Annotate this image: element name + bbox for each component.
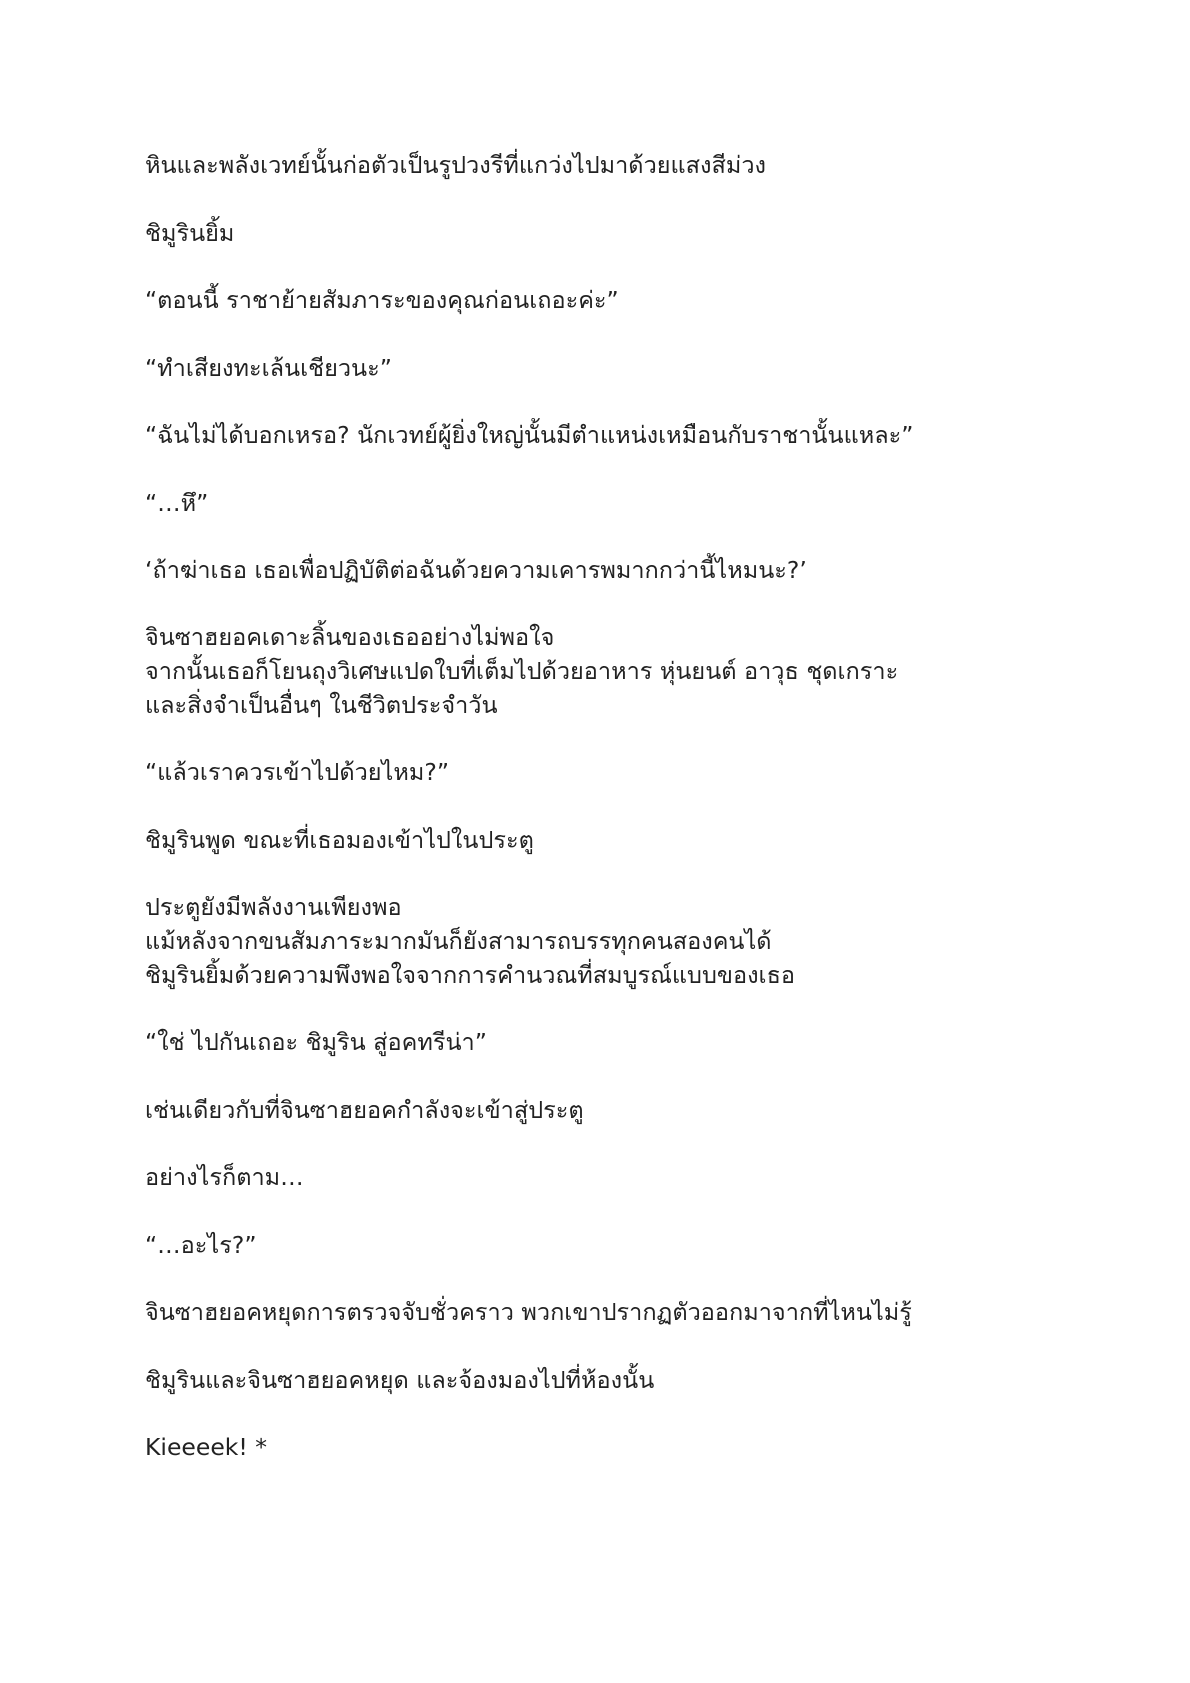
paragraph <box>145 1430 1105 1464</box>
paragraph <box>145 351 1105 385</box>
text-line: “…หึ” <box>145 489 209 517</box>
text-line: ชิมูรินยิ้มด้วยความพึงพอใจจากการคำนวณที่สมบูรณ์แบบของเธอ <box>145 961 796 989</box>
text-line: ชิมูรินและจินซาฮยอคหยุด และจ้องมองไปที่ห้องนั้น <box>145 1366 655 1394</box>
paragraph <box>145 1228 1105 1262</box>
text-line: ชิมูรินยิ้ม <box>145 219 235 247</box>
paragraph <box>145 486 1105 520</box>
paragraph <box>145 823 1105 857</box>
text-line: “…อะไร?” <box>145 1231 257 1259</box>
text-line: เช่นเดียวกับที่จินซาฮยอคกำลังจะเข้าสู่ประตู <box>145 1096 584 1124</box>
text-line: อย่างไรก็ตาม… <box>145 1163 304 1191</box>
paragraph <box>145 1295 1105 1329</box>
text-line: ‘ถ้าฆ่าเธอ เธอเพื่อปฏิบัติต่อฉันด้วยความเคารพมากกว่านี้ไหมนะ?’ <box>145 556 807 584</box>
paragraph <box>145 755 1105 789</box>
paragraph <box>145 1093 1105 1127</box>
paragraph <box>145 620 1105 722</box>
text-line: “ใช่ ไปกันเถอะ ชิมูริน สู่อคทรีน่า” <box>145 1028 487 1056</box>
text-line: จากนั้นเธอก็โยนถุงวิเศษแปดใบที่เต็มไปด้วยอาหาร หุ่นยนต์ อาวุธ ชุดเกราะ <box>145 657 899 685</box>
paragraph <box>145 1363 1105 1397</box>
paragraph <box>145 553 1105 587</box>
paragraph <box>145 418 1105 452</box>
paragraph <box>145 890 1105 992</box>
text-line: และสิ่งจำเป็นอื่นๆ ในชีวิตประจำวัน <box>145 691 498 719</box>
text-line: ประตูยังมีพลังงานเพียงพอ <box>145 893 402 921</box>
text-line: แม้หลังจากขนสัมภาระมากมันก็ยังสามารถบรรทุกคนสองคนได้ <box>145 927 772 955</box>
text-line: จินซาฮยอคเดาะลิ้นของเธออย่างไม่พอใจ <box>145 623 555 651</box>
paragraph <box>145 148 1105 182</box>
text-line: จินซาฮยอคหยุดการตรวจจับชั่วคราว พวกเขาปรากฏตัวออกมาจากที่ไหนไม่รู้ <box>145 1298 912 1326</box>
text-line: ชิมูรินพูด ขณะที่เธอมองเข้าไปในประตู <box>145 826 534 854</box>
paragraph <box>145 1160 1105 1194</box>
text-line: หินและพลังเวทย์นั้นก่อตัวเป็นรูปวงรีที่แกว่งไปมาด้วยแสงสีม่วง <box>145 151 767 179</box>
paragraph <box>145 283 1105 317</box>
text-line: “ฉันไม่ได้บอกเหรอ? นักเวทย์ผู้ยิ่งใหญ่นั้นมีตำแหน่งเหมือนกับราชานั้นแหละ” <box>145 421 914 449</box>
text-line: “แล้วเราควรเข้าไปด้วยไหม?” <box>145 758 450 786</box>
text-line: “ตอนนี้ ราชาย้ายสัมภาระของคุณก่อนเถอะค่ะ” <box>145 286 619 314</box>
paragraph <box>145 216 1105 250</box>
paragraph <box>145 1025 1105 1059</box>
text-line: “ทำเสียงทะเล้นเชียวนะ” <box>145 354 392 382</box>
text-line: Kieeeek! * <box>145 1433 268 1461</box>
